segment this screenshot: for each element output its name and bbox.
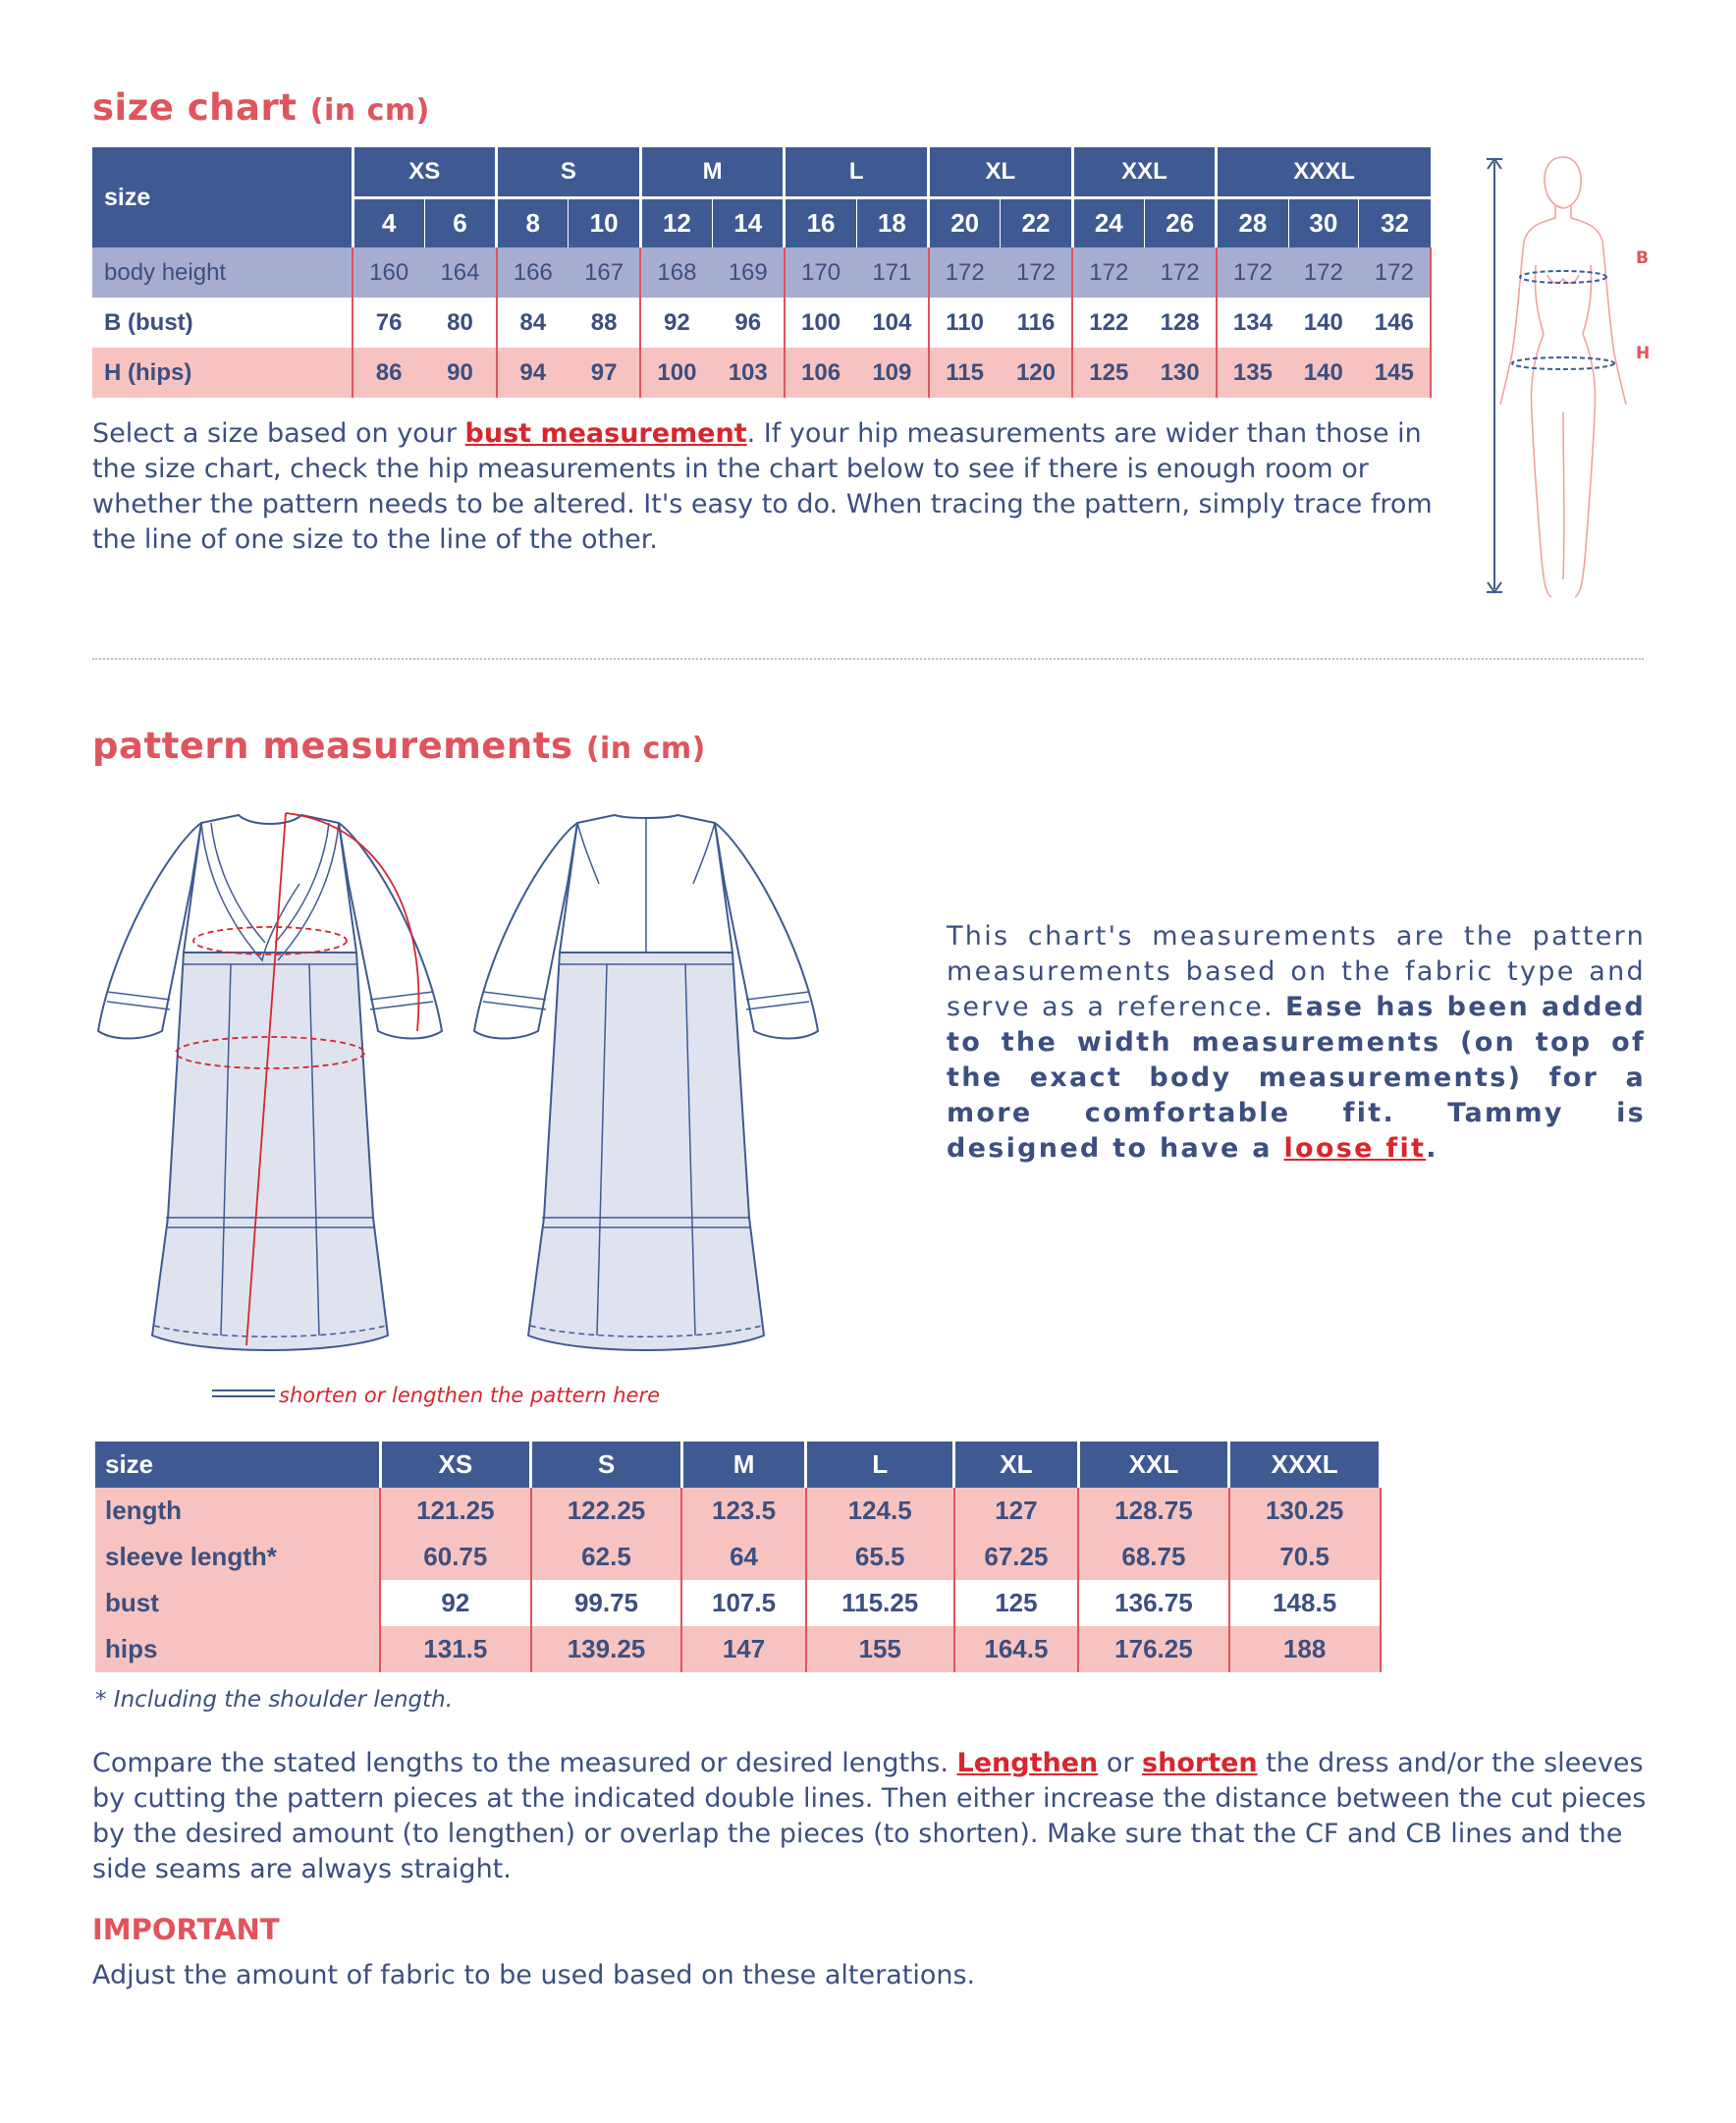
important-text: Adjust the amount of fabric to be used based on these alterations. [92, 1960, 976, 1990]
size-group-xxxl: XXXL [1217, 147, 1431, 197]
table-cell: 120 [1001, 348, 1072, 398]
size-group-s: S [497, 147, 641, 197]
table-cell: 147 [681, 1626, 805, 1672]
table-cell: 65.5 [806, 1534, 954, 1580]
table-cell: 84 [497, 298, 569, 348]
table-cell: 139.25 [531, 1626, 682, 1672]
pattern-size-label: size [95, 1442, 380, 1488]
size-number-cell: 12 [640, 197, 712, 247]
table-cell: 100 [640, 348, 712, 398]
table-cell: 96 [713, 298, 785, 348]
table-cell: 155 [806, 1626, 954, 1672]
pattern-table-header [95, 1442, 1381, 1488]
table-cell: 107.5 [681, 1580, 805, 1626]
table-cell: 164 [424, 247, 496, 298]
table-row [95, 1626, 1381, 1672]
table-cell: 94 [497, 348, 569, 398]
footnote: * Including the shoulder length. [95, 1687, 454, 1713]
size-number-cell: 26 [1144, 197, 1216, 247]
table-cell: 176.25 [1078, 1626, 1229, 1672]
size-number-cell: 30 [1288, 197, 1359, 247]
shorten-link[interactable]: shorten [1142, 1748, 1258, 1778]
table-cell: 122 [1072, 298, 1144, 348]
size-group-l: L [785, 147, 929, 197]
table-cell: 115 [929, 348, 1001, 398]
size-group-m: M [640, 147, 785, 197]
table-cell: 80 [424, 298, 496, 348]
row-label: hips [95, 1626, 380, 1672]
table-cell: 116 [1001, 298, 1072, 348]
table-cell: 135 [1217, 348, 1288, 398]
pattern-measurements-title [92, 725, 706, 767]
table-cell: 128 [1144, 298, 1216, 348]
table-cell: 160 [353, 247, 424, 298]
row-label: bust [95, 1580, 380, 1626]
table-cell: 104 [856, 298, 928, 348]
table-cell: 130 [1144, 348, 1216, 398]
pattern-title-text: pattern measurements [92, 725, 573, 767]
size-group-xl: XL [929, 147, 1073, 197]
row-label: B (bust) [92, 298, 353, 348]
table-cell: 122.25 [531, 1488, 682, 1534]
pattern-size-header: M [681, 1442, 805, 1488]
table-cell: 168 [640, 247, 712, 298]
table-cell: 64 [681, 1534, 805, 1580]
table-cell: 169 [713, 247, 785, 298]
table-cell: 166 [497, 247, 569, 298]
table-cell: 130.25 [1229, 1488, 1381, 1534]
size-number-cell: 28 [1217, 197, 1288, 247]
table-cell: 172 [929, 247, 1001, 298]
table-row [92, 298, 1431, 348]
table-cell: 170 [785, 247, 856, 298]
pattern-description [947, 919, 1646, 1167]
table-cell: 100 [785, 298, 856, 348]
table-cell: 188 [1229, 1626, 1381, 1672]
pattern-size-header: S [531, 1442, 682, 1488]
size-chart-title [92, 86, 430, 129]
dress-back-illustration [469, 805, 823, 1365]
size-number-cell: 32 [1359, 197, 1431, 247]
pattern-text-bold: Ease has been added to the width measurements (on top of the exact body measurements) for a more comfortable fit. Tammy is designed to have a [947, 992, 1646, 1164]
table-cell: 172 [1217, 247, 1288, 298]
bust-measurement-link[interactable]: bust measurement [464, 418, 747, 449]
size-number-cell: 10 [569, 197, 640, 247]
compare-paragraph [92, 1746, 1654, 1887]
table-cell: 127 [954, 1488, 1078, 1534]
table-cell: 88 [569, 298, 640, 348]
table-row [92, 348, 1431, 398]
size-number-cell: 4 [353, 197, 424, 247]
size-number-cell: 18 [856, 197, 928, 247]
table-cell: 106 [785, 348, 856, 398]
table-cell: 110 [929, 298, 1001, 348]
hips-marker: H [1636, 344, 1651, 363]
table-cell: 128.75 [1078, 1488, 1229, 1534]
table-cell: 97 [569, 348, 640, 398]
compare-text-end: the dress and/or the sleeves by cutting the pattern pieces at the indicated double lines. Then either increase the distance between the cut pieces by the desired amount (to lengthen) or overlap the pieces (to shorten). Make sure that the CF and CB lines and the side seams are always straight. [92, 1748, 1647, 1884]
table-cell: 136.75 [1078, 1580, 1229, 1626]
table-cell: 60.75 [380, 1534, 531, 1580]
table-cell: 90 [424, 348, 496, 398]
size-number-cell: 24 [1072, 197, 1144, 247]
size-number-cell: 16 [785, 197, 856, 247]
table-cell: 172 [1001, 247, 1072, 298]
table-cell: 123.5 [681, 1488, 805, 1534]
size-chart-unit: (in cm) [309, 93, 430, 128]
table-cell: 92 [640, 298, 712, 348]
table-cell: 103 [713, 348, 785, 398]
loose-fit-link[interactable]: loose fit [1283, 1133, 1427, 1164]
table-cell: 146 [1359, 298, 1431, 348]
table-cell: 134 [1217, 298, 1288, 348]
pattern-text-plain: This chart's measurements are the pattern measurements based on the fabric type and serve as a reference. [947, 921, 1646, 1022]
table-cell: 171 [856, 247, 928, 298]
intro-text-end: . If your hip measurements are wider than those in the size chart, check the hip measurements in the chart below to see if there is enough room or whether the pattern needs to be altered. It's easy to do. When tracing the pattern, simply trace from the line of one size to the line of the other. [92, 418, 1433, 555]
size-chart-title-text: size chart [92, 86, 298, 129]
bust-marker: B [1636, 248, 1649, 268]
pattern-size-header: XS [380, 1442, 531, 1488]
intro-paragraph [92, 416, 1447, 558]
size-number-cell: 6 [424, 197, 496, 247]
table-cell: 121.25 [380, 1488, 531, 1534]
size-number-cell: 8 [497, 197, 569, 247]
table-cell: 172 [1288, 247, 1359, 298]
size-group-xxl: XXL [1072, 147, 1217, 197]
table-cell: 125 [954, 1580, 1078, 1626]
size-number-cell: 22 [1001, 197, 1072, 247]
table-cell: 124.5 [806, 1488, 954, 1534]
section-divider [92, 658, 1644, 660]
table-cell: 164.5 [954, 1626, 1078, 1672]
important-heading: IMPORTANT [92, 1913, 280, 1946]
table-cell: 109 [856, 348, 928, 398]
row-label: body height [92, 247, 353, 298]
table-cell: 76 [353, 298, 424, 348]
compare-text-mid: or [1098, 1748, 1143, 1778]
table-cell: 115.25 [806, 1580, 954, 1626]
table-row [95, 1580, 1381, 1626]
pattern-size-header: L [806, 1442, 954, 1488]
size-number-cell: 14 [713, 197, 785, 247]
lengthen-link[interactable]: Lengthen [956, 1748, 1099, 1778]
table-cell: 172 [1359, 247, 1431, 298]
dress-front-illustration [93, 805, 447, 1365]
pattern-measurements-table [95, 1442, 1382, 1672]
intro-text-start: Select a size based on your [92, 418, 465, 449]
pattern-text-end: . [1426, 1133, 1438, 1164]
table-cell: 140 [1288, 298, 1359, 348]
pattern-size-header: XL [954, 1442, 1078, 1488]
row-label: length [95, 1488, 380, 1534]
table-cell: 131.5 [380, 1626, 531, 1672]
compare-text-start: Compare the stated lengths to the measured or desired lengths. [92, 1748, 957, 1778]
table-cell: 70.5 [1229, 1534, 1381, 1580]
table-row [92, 247, 1431, 298]
legend-text: shorten or lengthen the pattern here [279, 1384, 660, 1407]
table-row [95, 1534, 1381, 1580]
table-cell: 167 [569, 247, 640, 298]
body-measurement-figure [1473, 147, 1669, 609]
row-label: sleeve length* [95, 1534, 380, 1580]
table-cell: 125 [1072, 348, 1144, 398]
size-group-xs: XS [353, 147, 497, 197]
table-cell: 148.5 [1229, 1580, 1381, 1626]
table-cell: 86 [353, 348, 424, 398]
table-cell: 67.25 [954, 1534, 1078, 1580]
table-cell: 172 [1144, 247, 1216, 298]
pattern-size-header: XXL [1078, 1442, 1229, 1488]
size-chart-table [92, 147, 1432, 398]
table-cell: 172 [1072, 247, 1144, 298]
size-number-cell: 20 [929, 197, 1001, 247]
table-cell: 92 [380, 1580, 531, 1626]
row-label: H (hips) [92, 348, 353, 398]
table-cell: 68.75 [1078, 1534, 1229, 1580]
size-header-label: size [92, 147, 353, 247]
pattern-unit: (in cm) [585, 732, 706, 766]
double-line-legend-icon [212, 1389, 275, 1397]
pattern-size-header: XXXL [1229, 1442, 1381, 1488]
table-cell: 62.5 [531, 1534, 682, 1580]
table-cell: 140 [1288, 348, 1359, 398]
table-cell: 145 [1359, 348, 1431, 398]
table-cell: 99.75 [531, 1580, 682, 1626]
table-row [95, 1488, 1381, 1534]
